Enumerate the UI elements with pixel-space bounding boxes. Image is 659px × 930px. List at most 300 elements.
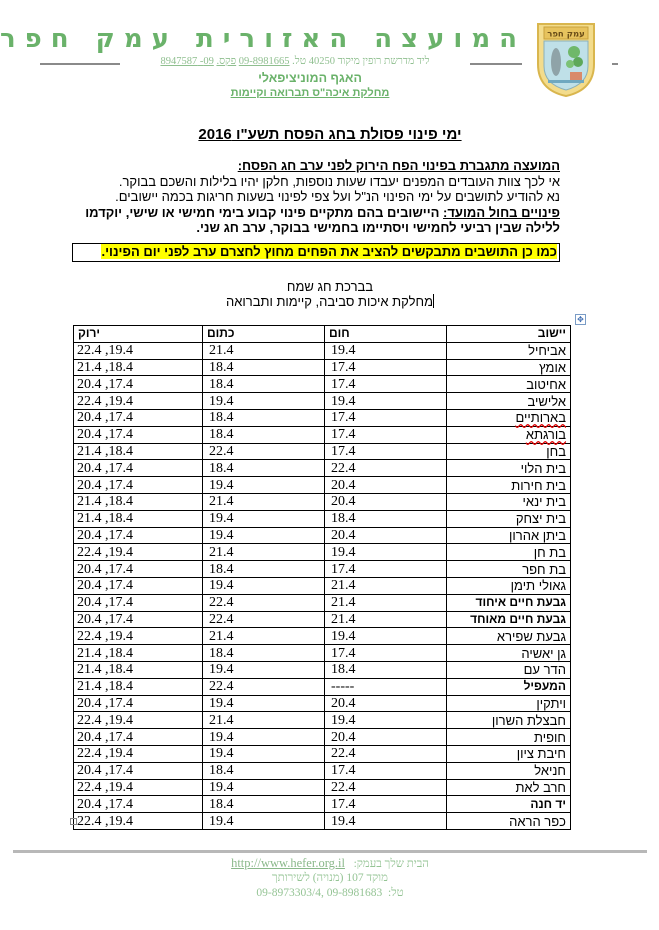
phone-label: טל.: [292, 56, 307, 67]
settlement-cell-text: הדר עם: [523, 662, 566, 678]
orange-day-cell-text: 19.4: [209, 477, 234, 493]
brown-day-cell: [325, 376, 447, 393]
settlement-cell-text: גבעת שפירא: [496, 628, 566, 644]
table-row: [74, 645, 571, 662]
green-days-cell: [74, 678, 203, 695]
green-days-cell: [74, 510, 203, 527]
settlement-cell: [447, 409, 571, 426]
settlement-cell: [447, 342, 571, 359]
green-days-cell: [74, 729, 203, 746]
green-days-cell-text: 22.4 ,19.4: [77, 813, 133, 829]
table-row: [74, 460, 571, 477]
department-name: האגף המוניציפאלי: [258, 71, 362, 85]
settlement-cell-text: גבעת חיים איחוד: [475, 595, 566, 610]
orange-day-cell-text: 18.4: [209, 410, 234, 426]
settlement-cell-text: בית ינאי: [522, 494, 566, 510]
settlement-cell: [447, 426, 571, 443]
settlement-cell: [447, 779, 571, 796]
settlement-cell: [447, 393, 571, 410]
settlement-cell: [447, 460, 571, 477]
orange-day-cell-text: 19.4: [209, 746, 234, 762]
settlement-cell: [447, 695, 571, 712]
orange-day-cell: [203, 813, 325, 830]
brown-day-cell-text: 17.4: [331, 796, 356, 812]
settlement-cell: [447, 628, 571, 645]
org-title: המועצה האזורית עמק חפר: [0, 24, 526, 54]
body-line-heading: המועצה מתגברת בפינוי הפח הירוק לפני ערב חג הפסח:: [237, 158, 560, 173]
brown-day-cell: [325, 393, 447, 410]
footer-website-line: [160, 856, 500, 871]
orange-day-cell-text: 18.4: [209, 427, 234, 443]
table-row: [74, 510, 571, 527]
brown-day-cell-text: 17.4: [331, 645, 356, 661]
orange-day-cell: [203, 611, 325, 628]
address: ליד מדרשת רופין מיקוד 40250: [308, 56, 430, 67]
green-days-cell-text: 22.4 ,19.4: [77, 343, 133, 359]
logo-text: עמק חפר: [547, 29, 585, 40]
document-title: ימי פינוי פסולת בחג הפסח תשע"ו 2016: [198, 126, 462, 143]
green-days-cell: [74, 762, 203, 779]
footer-phones-label: טל:: [388, 887, 404, 899]
footer-home-label: הבית שלך בעמק:: [353, 858, 429, 870]
table-row: [74, 544, 571, 561]
green-days-cell-text: 21.4 ,18.4: [77, 679, 133, 695]
orange-day-cell: [203, 477, 325, 494]
settlement-cell-text: חבצלת השרון: [491, 712, 566, 728]
green-days-cell-text: 20.4 ,17.4: [77, 561, 133, 577]
table-row: [74, 561, 571, 578]
orange-day-cell-text: 18.4: [209, 376, 234, 392]
header-brown: חום: [325, 326, 447, 343]
brown-day-cell: [325, 712, 447, 729]
brown-day-cell-text: 19.4: [331, 393, 356, 409]
brown-day-cell: [325, 645, 447, 662]
settlement-cell: [447, 577, 571, 594]
brown-day-cell-text: 19.4: [331, 343, 356, 359]
table-row: [74, 796, 571, 813]
orange-day-cell: [203, 594, 325, 611]
green-days-cell-text: 22.4 ,19.4: [77, 746, 133, 762]
orange-day-cell: [203, 443, 325, 460]
orange-day-cell-text: 18.4: [209, 359, 234, 375]
settlement-cell-text: אביחיל: [528, 343, 566, 359]
brown-day-cell-text: 20.4: [331, 527, 356, 543]
brown-day-cell-text: 22.4: [331, 746, 356, 762]
table-row: [74, 762, 571, 779]
orange-day-cell-text: 22.4: [209, 679, 234, 695]
brown-day-cell-text: 21.4: [331, 611, 356, 627]
green-days-cell-text: 21.4 ,18.4: [77, 494, 133, 510]
green-days-cell: [74, 376, 203, 393]
green-days-cell: [74, 561, 203, 578]
settlement-cell-text: גן יאשיה: [521, 645, 566, 661]
settlement-cell: [447, 527, 571, 544]
green-days-cell-text: 22.4 ,19.4: [77, 544, 133, 560]
green-days-cell: [74, 745, 203, 762]
green-days-cell: [74, 594, 203, 611]
green-days-cell: [74, 628, 203, 645]
header-green: ירוק: [74, 326, 203, 343]
settlement-cell-text: אחיטוב: [526, 376, 566, 392]
table-row: [74, 661, 571, 678]
brown-day-cell: [325, 359, 447, 376]
orange-day-cell-text: 19.4: [209, 779, 234, 795]
table-row: [74, 527, 571, 544]
table-row: [74, 628, 571, 645]
orange-day-cell-text: 19.4: [209, 578, 234, 594]
brown-day-cell-text: 21.4: [331, 578, 356, 594]
brown-day-cell-text: 19.4: [331, 712, 356, 728]
brown-day-cell: [325, 409, 447, 426]
brown-day-cell: [325, 443, 447, 460]
header-settlement: יישוב: [447, 326, 571, 343]
table-row: [74, 745, 571, 762]
text-cursor: [433, 294, 434, 308]
green-days-cell: [74, 342, 203, 359]
orange-day-cell-text: 22.4: [209, 595, 234, 611]
settlement-cell: [447, 729, 571, 746]
fax-label: פקס.: [216, 56, 237, 67]
brown-day-cell-text: 20.4: [331, 729, 356, 745]
orange-day-cell-text: 19.4: [209, 662, 234, 678]
settlement-cell-text: אומץ: [538, 359, 566, 375]
table-row: [74, 577, 571, 594]
settlement-cell-text: ויתקין: [536, 695, 566, 711]
table-header-row: [74, 326, 571, 343]
sub-department-name: מחלקת איכה"ס תברואה וקיימות: [230, 87, 390, 99]
settlement-cell-text: בארותיים: [515, 410, 566, 426]
brown-day-cell-text: 20.4: [331, 494, 356, 510]
green-days-cell: [74, 611, 203, 628]
orange-day-cell-text: 19.4: [209, 511, 234, 527]
orange-day-cell: [203, 376, 325, 393]
settlement-cell-text: חניאל: [534, 763, 566, 779]
settlement-cell-text: בחן: [546, 443, 566, 459]
green-days-cell-text: 20.4 ,17.4: [77, 595, 133, 611]
orange-day-cell: [203, 561, 325, 578]
orange-day-cell: [203, 678, 325, 695]
green-days-cell-text: 21.4 ,18.4: [77, 662, 133, 678]
green-days-cell: [74, 796, 203, 813]
orange-day-cell-text: 18.4: [209, 460, 234, 476]
table-row: [74, 443, 571, 460]
settlement-cell-text: ביתן אהרון: [509, 527, 566, 543]
green-days-cell-text: 22.4 ,19.4: [77, 393, 133, 409]
green-days-cell-text: 20.4 ,17.4: [77, 578, 133, 594]
green-days-cell-text: 20.4 ,17.4: [77, 695, 133, 711]
orange-day-cell-text: 19.4: [209, 729, 234, 745]
settlement-cell: [447, 359, 571, 376]
brown-day-cell-text: 18.4: [331, 662, 356, 678]
settlement-cell-text: חרב לאת: [515, 779, 566, 795]
orange-day-cell: [203, 779, 325, 796]
table-row: [74, 493, 571, 510]
document-body: [72, 158, 560, 236]
green-days-cell: [74, 443, 203, 460]
bins-notice-box: [72, 243, 560, 262]
brown-day-cell: [325, 510, 447, 527]
orange-day-cell-text: 18.4: [209, 796, 234, 812]
settlement-cell-text: אלישיב: [527, 393, 566, 409]
body-line: ללילה שבין רביעי לחמישי ויסתיימו בחמישי בבוקר, ערב חג שני.: [196, 220, 560, 235]
header-divider-left: [40, 63, 120, 65]
settlement-cell: [447, 678, 571, 695]
table-row: [74, 695, 571, 712]
settlement-cell-text: בת חן: [533, 544, 566, 560]
orange-day-cell: [203, 729, 325, 746]
green-days-cell: [74, 695, 203, 712]
holiday-text: היישובים בהם מתקיים פינוי קבוע בימי חמישי או שישי, יוקדמו: [85, 204, 444, 220]
green-days-cell: [74, 493, 203, 510]
orange-day-cell: [203, 342, 325, 359]
green-days-cell: [74, 409, 203, 426]
orange-day-cell-text: 21.4: [209, 712, 234, 728]
brown-day-cell: [325, 477, 447, 494]
orange-day-cell: [203, 661, 325, 678]
brown-day-cell: [325, 493, 447, 510]
settlement-cell: [447, 561, 571, 578]
green-days-cell: [74, 645, 203, 662]
green-days-cell-text: 22.4 ,19.4: [77, 712, 133, 728]
brown-day-cell: [325, 628, 447, 645]
orange-day-cell-text: 18.4: [209, 645, 234, 661]
settlement-cell: [447, 712, 571, 729]
orange-day-cell-text: 21.4: [209, 628, 234, 644]
settlement-cell-text: יד חנה: [530, 796, 566, 811]
table-row: [74, 712, 571, 729]
orange-day-cell-text: 19.4: [209, 695, 234, 711]
body-line: אי לכך צוות העובדים המפנים יעבדו שעות נוספות, חלקן יהיו בלילות והשכם בבוקר.: [118, 173, 560, 189]
settlement-cell-text: בורגתא: [525, 427, 566, 443]
green-days-cell-text: 20.4 ,17.4: [77, 763, 133, 779]
table-row: [74, 594, 571, 611]
green-days-cell-text: 20.4 ,17.4: [77, 729, 133, 745]
table-row: [74, 393, 571, 410]
orange-day-cell: [203, 796, 325, 813]
green-days-cell-text: 22.4 ,19.4: [77, 779, 133, 795]
brown-day-cell-text: 19.4: [331, 813, 356, 829]
brown-day-cell-text: 19.4: [331, 544, 356, 560]
table-row: [74, 678, 571, 695]
brown-day-cell-text: 20.4: [331, 695, 356, 711]
signature-text: מחלקת איכות סביבה, קיימות ותברואה: [225, 294, 434, 309]
signature: [180, 294, 480, 309]
orange-day-cell: [203, 527, 325, 544]
table-row: [74, 611, 571, 628]
brown-day-cell: [325, 745, 447, 762]
green-days-cell-text: 20.4 ,17.4: [77, 427, 133, 443]
brown-day-cell-text: 22.4: [331, 460, 356, 476]
green-days-cell-text: 21.4 ,18.4: [77, 645, 133, 661]
settlement-cell: [447, 762, 571, 779]
brown-day-cell: [325, 661, 447, 678]
green-days-cell: [74, 460, 203, 477]
brown-day-cell-text: 17.4: [331, 561, 356, 577]
orange-day-cell: [203, 712, 325, 729]
contact-line: [125, 56, 465, 67]
brown-day-cell-text: -----: [331, 679, 355, 695]
orange-day-cell: [203, 510, 325, 527]
green-days-cell: [74, 426, 203, 443]
brown-day-cell-text: 19.4: [331, 628, 356, 644]
header-orange: כתום: [203, 326, 325, 343]
orange-day-cell-text: 21.4: [209, 343, 234, 359]
phone-number: 09-8981665: [238, 56, 290, 67]
brown-day-cell: [325, 779, 447, 796]
green-days-cell-text: 20.4 ,17.4: [77, 410, 133, 426]
settlement-cell-text: בית יצחק: [515, 511, 566, 527]
settlement-cell-text: המעפיל: [523, 679, 566, 694]
brown-day-cell-text: 20.4: [331, 477, 356, 493]
brown-day-cell-text: 17.4: [331, 443, 356, 459]
footer-phones-line: [160, 887, 500, 899]
green-days-cell-text: 20.4 ,17.4: [77, 611, 133, 627]
orange-day-cell: [203, 645, 325, 662]
website-link[interactable]: http://www.hefer.org.il: [231, 856, 345, 870]
orange-day-cell: [203, 393, 325, 410]
brown-day-cell: [325, 594, 447, 611]
orange-day-cell: [203, 628, 325, 645]
table-row: [74, 409, 571, 426]
green-days-cell-text: 21.4 ,18.4: [77, 511, 133, 527]
orange-day-cell-text: 22.4: [209, 611, 234, 627]
green-days-cell-text: 22.4 ,19.4: [77, 628, 133, 644]
brown-day-cell: [325, 426, 447, 443]
orange-day-cell-text: 22.4: [209, 443, 234, 459]
brown-day-cell-text: 17.4: [331, 427, 356, 443]
orange-day-cell-text: 18.4: [209, 561, 234, 577]
settlement-cell-text: חופית: [534, 729, 566, 745]
settlement-cell-text: חיבת ציון: [516, 746, 566, 762]
table-row: [74, 729, 571, 746]
orange-day-cell: [203, 426, 325, 443]
settlement-cell: [447, 594, 571, 611]
brown-day-cell-text: 17.4: [331, 763, 356, 779]
green-days-cell-text: 21.4 ,18.4: [77, 359, 133, 375]
brown-day-cell: [325, 678, 447, 695]
green-days-cell-text: 20.4 ,17.4: [77, 477, 133, 493]
body-line: נא להודיע לתושבים על ימי הפינוי הנ"ל ועל צפי לפינוי בשעות חריגות בכמה יישובים.: [115, 189, 560, 204]
green-days-cell: [74, 661, 203, 678]
table-row: [74, 477, 571, 494]
settlement-cell: [447, 796, 571, 813]
council-logo: [534, 20, 598, 98]
brown-day-cell-text: 17.4: [331, 359, 356, 375]
settlement-cell: [447, 510, 571, 527]
green-days-cell: [74, 477, 203, 494]
footer-phones: 09-8981683 ,09-8973303/4: [256, 887, 383, 899]
settlement-cell-text: כפר הראה: [509, 813, 566, 829]
brown-day-cell: [325, 796, 447, 813]
footer-hotline: מוקד 107 (מנויה) לשירותך: [272, 872, 388, 884]
green-days-cell-text: 20.4 ,17.4: [77, 796, 133, 812]
brown-day-cell-text: 22.4: [331, 779, 356, 795]
green-days-cell: [74, 813, 203, 830]
orange-day-cell: [203, 460, 325, 477]
settlement-cell: [447, 661, 571, 678]
settlement-cell-text: גאולי תימן: [510, 578, 566, 594]
settlement-cell: [447, 745, 571, 762]
green-days-cell: [74, 359, 203, 376]
settlement-cell: [447, 544, 571, 561]
orange-day-cell: [203, 762, 325, 779]
brown-day-cell: [325, 577, 447, 594]
green-days-cell-text: 21.4 ,18.4: [77, 443, 133, 459]
fax-number: 09- 8947587: [160, 56, 214, 67]
brown-day-cell: [325, 544, 447, 561]
orange-day-cell: [203, 745, 325, 762]
settlement-cell: [447, 443, 571, 460]
green-days-cell: [74, 544, 203, 561]
table-row: [74, 359, 571, 376]
settlement-cell: [447, 611, 571, 628]
brown-day-cell: [325, 813, 447, 830]
settlement-cell: [447, 376, 571, 393]
orange-day-cell: [203, 409, 325, 426]
settlement-cell-text: בית הלוי: [520, 460, 566, 476]
brown-day-cell: [325, 460, 447, 477]
brown-day-cell: [325, 762, 447, 779]
brown-day-cell: [325, 729, 447, 746]
green-days-cell: [74, 527, 203, 544]
green-days-cell-text: 20.4 ,17.4: [77, 460, 133, 476]
brown-day-cell-text: 18.4: [331, 511, 356, 527]
brown-day-cell: [325, 527, 447, 544]
orange-day-cell: [203, 544, 325, 561]
orange-day-cell-text: 19.4: [209, 813, 234, 829]
brown-day-cell-text: 21.4: [331, 595, 356, 611]
orange-day-cell-text: 19.4: [209, 393, 234, 409]
orange-day-cell-text: 18.4: [209, 763, 234, 779]
header-divider-dash: [612, 63, 618, 65]
table-move-handle-icon[interactable]: ✥: [575, 314, 586, 325]
table-row: [74, 426, 571, 443]
brown-day-cell: [325, 611, 447, 628]
green-days-cell: [74, 712, 203, 729]
orange-day-cell-text: 21.4: [209, 544, 234, 560]
orange-day-cell-text: 21.4: [209, 494, 234, 510]
settlement-cell: [447, 645, 571, 662]
footer-divider: [13, 850, 647, 853]
table-row: [74, 376, 571, 393]
settlement-cell-text: בית חירות: [511, 477, 566, 493]
orange-day-cell: [203, 493, 325, 510]
collection-schedule-table: [73, 325, 571, 830]
brown-day-cell: [325, 561, 447, 578]
settlement-cell: [447, 477, 571, 494]
table-row: [74, 342, 571, 359]
holiday-label: פינויים בחול המועד:: [443, 204, 560, 220]
header-divider-right: [470, 63, 522, 65]
green-days-cell: [74, 393, 203, 410]
green-days-cell: [74, 779, 203, 796]
brown-day-cell-text: 17.4: [331, 376, 356, 392]
table-row: [74, 813, 571, 830]
green-days-cell-text: 20.4 ,17.4: [77, 527, 133, 543]
brown-day-cell: [325, 695, 447, 712]
table-resize-handle[interactable]: [70, 818, 77, 825]
settlement-cell: [447, 813, 571, 830]
orange-day-cell: [203, 695, 325, 712]
settlement-cell: [447, 493, 571, 510]
settlement-cell-text: בת חפר: [522, 561, 566, 577]
orange-day-cell-text: 19.4: [209, 527, 234, 543]
orange-day-cell: [203, 577, 325, 594]
brown-day-cell-text: 17.4: [331, 410, 356, 426]
brown-day-cell: [325, 342, 447, 359]
green-days-cell-text: 20.4 ,17.4: [77, 376, 133, 392]
bins-notice-text: כמו כן התושבים מתבקשים להציב את הפחים מחוץ לחצרם ערב לפני יום הפינוי.: [101, 244, 557, 259]
